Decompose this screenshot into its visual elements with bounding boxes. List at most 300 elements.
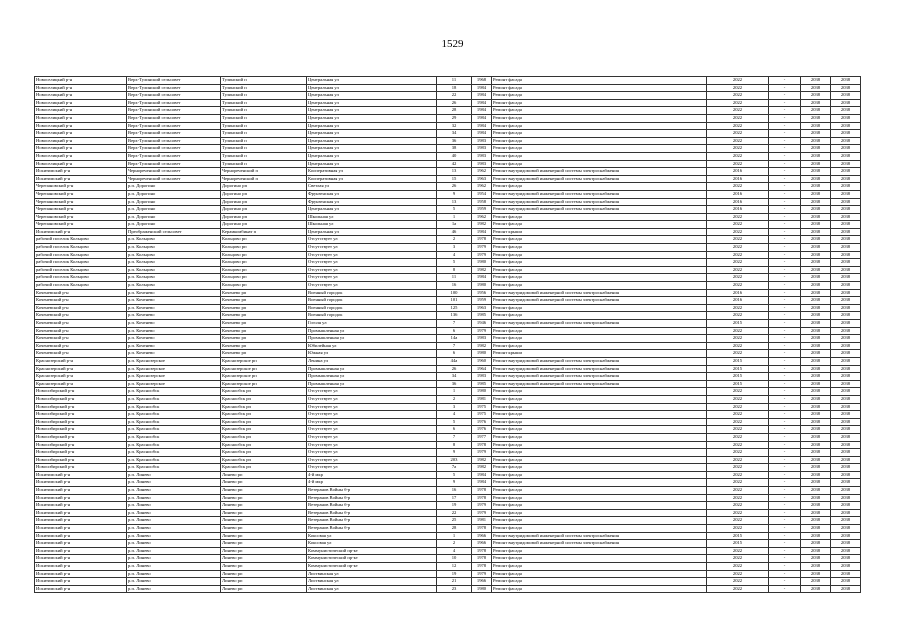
cell-year-built: 1979 <box>472 502 492 510</box>
table-row <box>35 365 861 373</box>
cell-work-type: Ремонт внутридомовой инженерной системы электроснабжения <box>492 357 707 365</box>
cell-year-from: 2038 <box>801 585 831 593</box>
cell-dash: - <box>769 327 801 335</box>
table-row <box>35 236 861 244</box>
cell-work-type: Ремонт фасада <box>492 418 707 426</box>
cell-dash: - <box>769 487 801 495</box>
cell-house-number: 5 <box>437 471 472 479</box>
cell-plan-year: 2022 <box>707 335 769 343</box>
cell-municipality: р.п. Линево <box>127 532 221 540</box>
cell-district: Искитимский р-н <box>35 555 127 563</box>
cell-district: рабочий поселок Кольцово <box>35 274 127 282</box>
cell-dash: - <box>769 236 801 244</box>
cell-municipality: р.п. Краснообск <box>127 388 221 396</box>
cell-year-to: 2038 <box>831 388 861 396</box>
cell-year-from: 2038 <box>801 190 831 198</box>
table-row <box>35 373 861 381</box>
cell-settlement: Линево рп <box>221 487 307 495</box>
cell-year-to: 2038 <box>831 183 861 191</box>
cell-dash: - <box>769 365 801 373</box>
cell-municipality: р.п. Краснозерское <box>127 365 221 373</box>
cell-street: Гоголя ул <box>307 320 437 328</box>
table-row <box>35 449 861 457</box>
cell-dash: - <box>769 418 801 426</box>
cell-street: Центральная ул <box>307 77 437 85</box>
cell-year-built: 1984 <box>472 274 492 282</box>
cell-settlement: Кольцово рп <box>221 282 307 290</box>
cell-year-built: 1962 <box>472 213 492 221</box>
cell-house-number: 23 <box>437 585 472 593</box>
cell-house-number: 8 <box>437 266 472 274</box>
cell-work-type: Ремонт фасада <box>492 304 707 312</box>
cell-street: Центральная ул <box>307 145 437 153</box>
cell-work-type: Ремонт фасада <box>492 213 707 221</box>
cell-municipality: р.п. Кольцово <box>127 274 221 282</box>
cell-year-built: 1976 <box>472 418 492 426</box>
cell-year-to: 2038 <box>831 342 861 350</box>
cell-dash: - <box>769 282 801 290</box>
cell-municipality: Преображенский сельсовет <box>127 228 221 236</box>
cell-year-from: 2038 <box>801 152 831 160</box>
cell-municipality: р.п. Кольцово <box>127 266 221 274</box>
cell-year-to: 2038 <box>831 107 861 115</box>
cell-street: Ветеранов Войны б-р <box>307 509 437 517</box>
cell-year-from: 2038 <box>801 563 831 571</box>
cell-district: Искитимский р-н <box>35 487 127 495</box>
cell-plan-year: 2016 <box>707 297 769 305</box>
table-row <box>35 130 861 138</box>
cell-settlement: Тулинский п <box>221 77 307 85</box>
table-row <box>35 122 861 130</box>
cell-district: Новоселицкий р-н <box>35 84 127 92</box>
cell-house-number: 21 <box>437 578 472 586</box>
cell-municipality: Верх-Тулинский сельсовет <box>127 84 221 92</box>
cell-house-number: 16 <box>437 487 472 495</box>
cell-house-number: 19 <box>437 502 472 510</box>
cell-year-from: 2038 <box>801 411 831 419</box>
cell-settlement: Коченево рп <box>221 342 307 350</box>
cell-street: Ветеранов Войны б-р <box>307 517 437 525</box>
cell-settlement: Линево рп <box>221 547 307 555</box>
cell-house-number: 26 <box>437 183 472 191</box>
cell-work-type: Ремонт внутридомовой инженерной системы электроснабжения <box>492 198 707 206</box>
cell-year-to: 2038 <box>831 228 861 236</box>
cell-dash: - <box>769 426 801 434</box>
cell-house-number: 11 <box>437 274 472 282</box>
cell-work-type: Ремонт внутридомовой инженерной системы электроснабжения <box>492 532 707 540</box>
cell-district: Новосибирский р-н <box>35 456 127 464</box>
table-row <box>35 525 861 533</box>
cell-year-to: 2038 <box>831 297 861 305</box>
table-row <box>35 160 861 168</box>
cell-year-from: 2038 <box>801 175 831 183</box>
table-row <box>35 183 861 191</box>
cell-house-number: 14а <box>437 335 472 343</box>
cell-year-from: 2038 <box>801 266 831 274</box>
cell-dash: - <box>769 183 801 191</box>
cell-municipality: р.п. Коченево <box>127 320 221 328</box>
cell-settlement: Кольцово рп <box>221 236 307 244</box>
cell-plan-year: 2015 <box>707 365 769 373</box>
cell-house-number: 5 <box>437 418 472 426</box>
cell-house-number: 15 <box>437 175 472 183</box>
cell-district: Новоселицкий р-н <box>35 107 127 115</box>
cell-year-to: 2038 <box>831 532 861 540</box>
cell-house-number: 28 <box>437 525 472 533</box>
cell-year-from: 2038 <box>801 244 831 252</box>
cell-year-built: 1983 <box>472 137 492 145</box>
cell-municipality: р.п. Дорогино <box>127 183 221 191</box>
cell-dash: - <box>769 206 801 214</box>
cell-work-type: Ремонт фасада <box>492 274 707 282</box>
cell-dash: - <box>769 77 801 85</box>
cell-municipality: р.п. Линево <box>127 479 221 487</box>
table-row <box>35 357 861 365</box>
cell-street: Отсутствует ул <box>307 251 437 259</box>
cell-dash: - <box>769 456 801 464</box>
cell-municipality: р.п. Краснообск <box>127 464 221 472</box>
table-row <box>35 411 861 419</box>
cell-year-to: 2038 <box>831 114 861 122</box>
cell-year-from: 2038 <box>801 449 831 457</box>
cell-settlement: Керамкомбинат п <box>221 228 307 236</box>
cell-house-number: 1а <box>437 221 472 229</box>
cell-plan-year: 2022 <box>707 585 769 593</box>
cell-house-number: 22 <box>437 509 472 517</box>
cell-municipality: р.п. Дорогино <box>127 213 221 221</box>
cell-district: Искитимский р-н <box>35 578 127 586</box>
cell-district: Новоселицкий р-н <box>35 114 127 122</box>
table-row <box>35 206 861 214</box>
cell-street: Центральная ул <box>307 152 437 160</box>
cell-municipality: р.п. Дорогино <box>127 221 221 229</box>
cell-district: Искитимский р-н <box>35 228 127 236</box>
cell-year-built: 1975 <box>472 411 492 419</box>
cell-house-number: 18 <box>437 84 472 92</box>
cell-street: Листвинская ул <box>307 578 437 586</box>
cell-municipality: р.п. Коченево <box>127 297 221 305</box>
cell-house-number: 7 <box>437 320 472 328</box>
cell-year-to: 2038 <box>831 563 861 571</box>
cell-district: рабочий поселок Кольцово <box>35 259 127 267</box>
cell-house-number: 46 <box>437 228 472 236</box>
table-row <box>35 221 861 229</box>
cell-year-built: 1982 <box>472 266 492 274</box>
cell-work-type: Ремонт фасада <box>492 244 707 252</box>
cell-house-number: 6 <box>437 327 472 335</box>
cell-year-from: 2038 <box>801 213 831 221</box>
cell-dash: - <box>769 525 801 533</box>
table-row <box>35 441 861 449</box>
cell-plan-year: 2022 <box>707 266 769 274</box>
cell-municipality: р.п. Линево <box>127 585 221 593</box>
cell-work-type: Ремонт фасада <box>492 92 707 100</box>
cell-dash: - <box>769 213 801 221</box>
cell-year-from: 2038 <box>801 426 831 434</box>
cell-year-to: 2038 <box>831 502 861 510</box>
cell-municipality: р.п. Краснообск <box>127 395 221 403</box>
cell-dash: - <box>769 266 801 274</box>
cell-street: Военный городок <box>307 297 437 305</box>
cell-house-number: 1 <box>437 388 472 396</box>
cell-year-from: 2038 <box>801 297 831 305</box>
cell-year-built: 1984 <box>472 114 492 122</box>
cell-street: Южная ул <box>307 350 437 358</box>
cell-house-number: 6 <box>437 350 472 358</box>
cell-year-built: 1984 <box>472 471 492 479</box>
cell-street: Листвинская ул <box>307 570 437 578</box>
cell-work-type: Ремонт внутридомовой инженерной системы электроснабжения <box>492 320 707 328</box>
cell-house-number: 136 <box>437 312 472 320</box>
cell-district: Новоселицкий р-н <box>35 137 127 145</box>
cell-street: Отсутствует ул <box>307 259 437 267</box>
cell-settlement: Коченево рп <box>221 320 307 328</box>
cell-settlement: Краснообск рп <box>221 433 307 441</box>
cell-plan-year: 2022 <box>707 464 769 472</box>
cell-year-to: 2038 <box>831 585 861 593</box>
cell-dash: - <box>769 114 801 122</box>
cell-dash: - <box>769 563 801 571</box>
cell-street: Промышленная ул <box>307 380 437 388</box>
cell-municipality: Верх-Тулинский сельсовет <box>127 145 221 153</box>
cell-year-to: 2038 <box>831 517 861 525</box>
cell-year-built: 1983 <box>472 373 492 381</box>
cell-municipality: р.п. Линево <box>127 471 221 479</box>
cell-year-from: 2038 <box>801 274 831 282</box>
cell-settlement: Краснообск рп <box>221 411 307 419</box>
cell-year-built: 1980 <box>472 585 492 593</box>
cell-work-type: Ремонт фасада <box>492 221 707 229</box>
cell-work-type: Ремонт фасада <box>492 502 707 510</box>
table-row <box>35 540 861 548</box>
cell-year-from: 2038 <box>801 570 831 578</box>
cell-year-built: 1968 <box>472 77 492 85</box>
cell-street: Отсутствует ул <box>307 441 437 449</box>
cell-street: Центральная ул <box>307 114 437 122</box>
cell-work-type: Ремонт фасада <box>492 122 707 130</box>
cell-year-to: 2038 <box>831 198 861 206</box>
cell-year-built: 1984 <box>472 107 492 115</box>
cell-house-number: 22 <box>437 92 472 100</box>
cell-district: Коченевский р-н <box>35 320 127 328</box>
table-row <box>35 532 861 540</box>
table-row <box>35 251 861 259</box>
cell-district: Новоселицкий р-н <box>35 77 127 85</box>
cell-year-to: 2038 <box>831 494 861 502</box>
cell-street: Центральная ул <box>307 206 437 214</box>
cell-street: Центральная ул <box>307 84 437 92</box>
cell-plan-year: 2016 <box>707 190 769 198</box>
cell-settlement: Коченево рп <box>221 335 307 343</box>
cell-work-type: Ремонт фасада <box>492 259 707 267</box>
cell-settlement: Краснообск рп <box>221 426 307 434</box>
cell-plan-year: 2022 <box>707 517 769 525</box>
cell-street: Коксовая ул <box>307 540 437 548</box>
cell-dash: - <box>769 373 801 381</box>
cell-settlement: Коченево рп <box>221 350 307 358</box>
cell-street: Отсутствует ул <box>307 274 437 282</box>
cell-municipality: р.п. Кольцово <box>127 251 221 259</box>
cell-year-to: 2038 <box>831 327 861 335</box>
cell-dash: - <box>769 441 801 449</box>
cell-plan-year: 2022 <box>707 327 769 335</box>
cell-house-number: 40 <box>437 152 472 160</box>
cell-house-number: 26 <box>437 365 472 373</box>
cell-dash: - <box>769 578 801 586</box>
cell-settlement: Коченево рп <box>221 327 307 335</box>
cell-street: Ветеранов Войны б-р <box>307 525 437 533</box>
cell-work-type: Ремонт фасада <box>492 517 707 525</box>
cell-house-number: 17 <box>437 494 472 502</box>
cell-settlement: Тулинский п <box>221 92 307 100</box>
cell-street: Отсутствует ул <box>307 433 437 441</box>
cell-year-from: 2038 <box>801 160 831 168</box>
cell-municipality: Верх-Тулинский сельсовет <box>127 130 221 138</box>
cell-district: Искитимский р-н <box>35 479 127 487</box>
cell-plan-year: 2022 <box>707 418 769 426</box>
table-row <box>35 304 861 312</box>
cell-plan-year: 2016 <box>707 198 769 206</box>
cell-house-number: 13 <box>437 168 472 176</box>
cell-district: Черепановский р-н <box>35 213 127 221</box>
cell-municipality: р.п. Линево <box>127 563 221 571</box>
cell-street: Промышленная ул <box>307 373 437 381</box>
cell-year-from: 2038 <box>801 236 831 244</box>
cell-year-to: 2038 <box>831 266 861 274</box>
cell-plan-year: 2022 <box>707 152 769 160</box>
table-row <box>35 152 861 160</box>
cell-house-number: 9 <box>437 449 472 457</box>
cell-house-number: 38 <box>437 145 472 153</box>
cell-street: Кооперативная ул <box>307 168 437 176</box>
cell-municipality: р.п. Краснообск <box>127 433 221 441</box>
cell-municipality: Верх-Тулинский сельсовет <box>127 107 221 115</box>
cell-settlement: Дорогино рп <box>221 206 307 214</box>
cell-year-built: 1978 <box>472 563 492 571</box>
cell-work-type: Ремонт фасада <box>492 84 707 92</box>
cell-year-to: 2038 <box>831 487 861 495</box>
cell-plan-year: 2022 <box>707 403 769 411</box>
cell-year-from: 2038 <box>801 122 831 130</box>
cell-municipality: р.п. Линево <box>127 517 221 525</box>
cell-plan-year: 2022 <box>707 570 769 578</box>
cell-settlement: Кольцово рп <box>221 266 307 274</box>
cell-street: Центральная ул <box>307 99 437 107</box>
cell-municipality: р.п. Линево <box>127 509 221 517</box>
cell-plan-year: 2022 <box>707 525 769 533</box>
cell-house-number: 4 <box>437 547 472 555</box>
cell-district: Новосибирский р-н <box>35 388 127 396</box>
cell-settlement: Коченево рп <box>221 304 307 312</box>
cell-street: Военный городок <box>307 289 437 297</box>
cell-year-to: 2038 <box>831 175 861 183</box>
cell-settlement: Дорогино рп <box>221 213 307 221</box>
cell-settlement: Тулинский п <box>221 122 307 130</box>
cell-plan-year: 2015 <box>707 373 769 381</box>
cell-dash: - <box>769 494 801 502</box>
cell-year-built: 1980 <box>472 388 492 396</box>
cell-year-to: 2038 <box>831 509 861 517</box>
cell-year-to: 2038 <box>831 137 861 145</box>
cell-year-from: 2038 <box>801 77 831 85</box>
table-row <box>35 403 861 411</box>
cell-house-number: 32 <box>437 122 472 130</box>
cell-year-to: 2038 <box>831 380 861 388</box>
cell-plan-year: 2022 <box>707 304 769 312</box>
cell-year-built: 1963 <box>472 175 492 183</box>
cell-district: Новосибирский р-н <box>35 464 127 472</box>
cell-year-to: 2038 <box>831 84 861 92</box>
cell-house-number: 7 <box>437 433 472 441</box>
cell-dash: - <box>769 449 801 457</box>
cell-year-built: 1978 <box>472 236 492 244</box>
cell-year-from: 2038 <box>801 84 831 92</box>
cell-work-type: Ремонт внутридомовой инженерной системы электроснабжения <box>492 289 707 297</box>
cell-work-type: Ремонт фасада <box>492 312 707 320</box>
cell-plan-year: 2022 <box>707 395 769 403</box>
table-row <box>35 266 861 274</box>
cell-year-built: 1984 <box>472 84 492 92</box>
table-row <box>35 320 861 328</box>
cell-plan-year: 2016 <box>707 175 769 183</box>
cell-work-type: Ремонт фасада <box>492 509 707 517</box>
cell-dash: - <box>769 479 801 487</box>
table-row <box>35 77 861 85</box>
cell-year-to: 2038 <box>831 540 861 548</box>
cell-year-from: 2038 <box>801 183 831 191</box>
cell-house-number: 42 <box>437 160 472 168</box>
cell-year-built: 1956 <box>472 289 492 297</box>
cell-house-number: 203 <box>437 456 472 464</box>
cell-district: Искитимский р-н <box>35 540 127 548</box>
cell-plan-year: 2022 <box>707 555 769 563</box>
cell-house-number: 9 <box>437 479 472 487</box>
cell-street: Школьная ул <box>307 213 437 221</box>
cell-year-built: 1981 <box>472 395 492 403</box>
cell-district: Коченевский р-н <box>35 289 127 297</box>
cell-year-to: 2038 <box>831 479 861 487</box>
cell-settlement: Линево рп <box>221 525 307 533</box>
table-row <box>35 175 861 183</box>
cell-dash: - <box>769 168 801 176</box>
table-row <box>35 92 861 100</box>
cell-municipality: р.п. Коченево <box>127 312 221 320</box>
cell-work-type: Ремонт внутридомовой инженерной системы электроснабжения <box>492 175 707 183</box>
cell-year-to: 2038 <box>831 236 861 244</box>
cell-work-type: Ремонт фасада <box>492 426 707 434</box>
cell-year-to: 2038 <box>831 190 861 198</box>
cell-year-from: 2038 <box>801 464 831 472</box>
cell-year-from: 2038 <box>801 327 831 335</box>
cell-district: Коченевский р-н <box>35 312 127 320</box>
cell-dash: - <box>769 274 801 282</box>
cell-settlement: Краснообск рп <box>221 449 307 457</box>
cell-year-from: 2038 <box>801 357 831 365</box>
table-row <box>35 213 861 221</box>
cell-settlement: Краснозерское рп <box>221 365 307 373</box>
cell-year-to: 2038 <box>831 206 861 214</box>
cell-year-built: 1979 <box>472 327 492 335</box>
cell-year-from: 2038 <box>801 137 831 145</box>
cell-year-from: 2038 <box>801 198 831 206</box>
cell-district: Новосибирский р-н <box>35 403 127 411</box>
cell-work-type: Ремонт фасада <box>492 464 707 472</box>
table-row <box>35 426 861 434</box>
cell-year-from: 2038 <box>801 373 831 381</box>
cell-year-built: 1983 <box>472 335 492 343</box>
cell-dash: - <box>769 350 801 358</box>
table-row <box>35 99 861 107</box>
